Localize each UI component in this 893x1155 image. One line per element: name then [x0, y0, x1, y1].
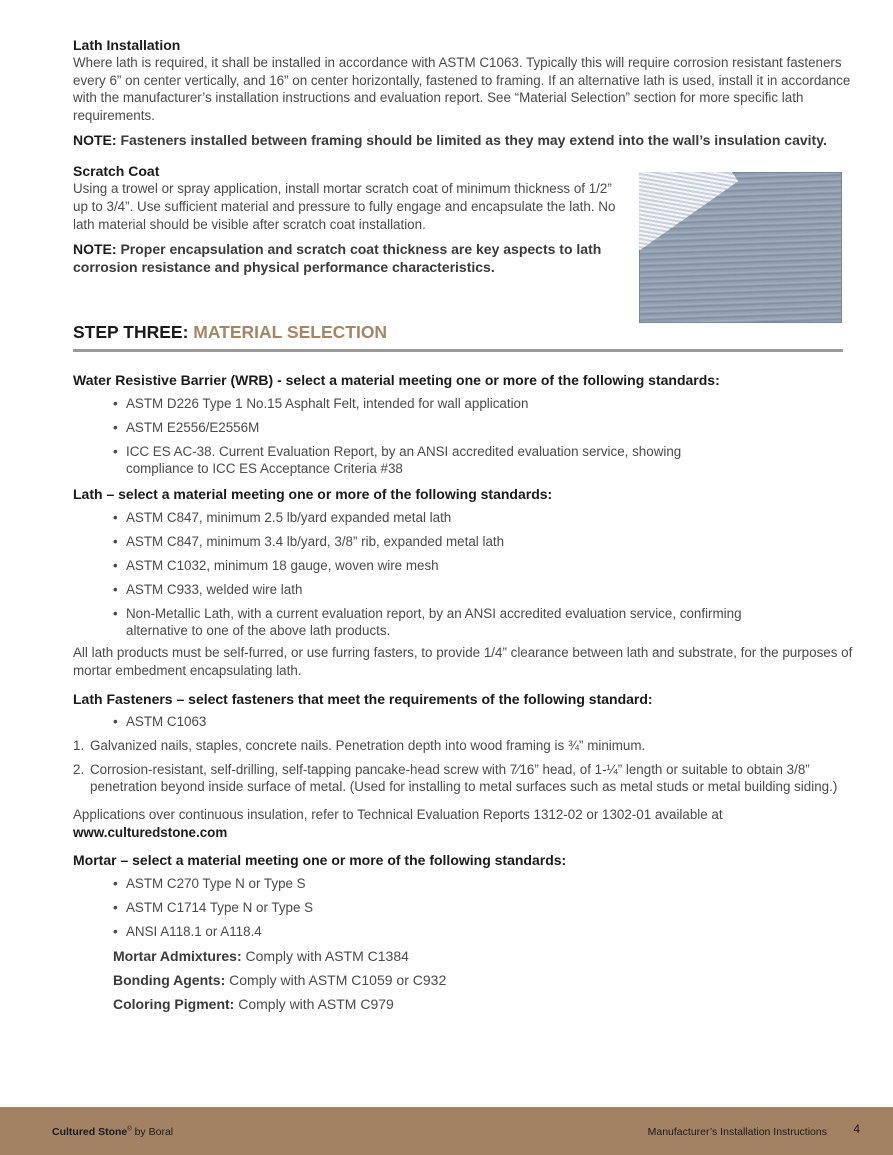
mortar-admixtures — [73, 947, 853, 965]
wrb-heading: Water Resistive Barrier (WRB) - select a material meeting one or more of the following standards: — [73, 372, 720, 388]
spec-label: Bonding Agents: — [113, 972, 226, 989]
footer-doc-title: Manufacturer’s Installation Instructions — [647, 1126, 827, 1138]
brand-by: by Boral — [134, 1126, 174, 1138]
brand-name: Cultured Stone — [52, 1126, 128, 1138]
applications-text: Applications over continuous insulation, refer to Technical Evaluation Reports 1312-02 or 1302-01 available at — [73, 806, 723, 822]
list-item: • Non-Metallic Lath, with a current evaluation report, by an ANSI accredited evaluation service, confirming alternative to one of the above lath products. — [113, 605, 773, 639]
list-item: • ASTM D226 Type 1 No.15 Asphalt Felt, intended for wall application — [113, 395, 703, 412]
list-text: Corrosion-resistant, self-drilling, self-tapping pancake-head screw with 7⁄16” head, of 1-¼” length or suitable to obtain 3/8” penetration beyond inside surface of metal. (Used for installing to metal surfaces such as metal studs or metal building siding.) — [90, 761, 838, 795]
list-item: • ASTM C1063 — [113, 713, 853, 730]
lath-footnote: All lath products must be self-furred, or use furring fasters, to provide 1/4” clearance between lath and substrate, for the purposes of mortar embedment encapsulating lath. — [73, 645, 853, 678]
list-item: • ASTM C933, welded wire lath — [113, 581, 773, 598]
lath-installation-note — [73, 131, 853, 149]
list-item: • ICC ES AC-38. Current Evaluation Report, by an ANSI accredited evaluation service, showing compliance to ICC ES Acceptance Criteria #38 — [113, 443, 703, 477]
note-label: NOTE: — [73, 132, 117, 149]
coloring-pigment — [73, 995, 853, 1013]
scratch-coat-section — [73, 162, 628, 276]
website-link[interactable]: www.culturedstone.com — [73, 824, 228, 840]
spec-value: Comply with ASTM C1384 — [245, 948, 409, 965]
fasteners-numbered-list — [73, 737, 853, 796]
lath-heading: Lath – select a material meeting one or more of the following standards: — [73, 486, 553, 502]
step-three-title — [73, 322, 843, 352]
mortar-heading: Mortar – select a material meeting one or more of the following standards: — [73, 852, 567, 869]
lath-installation-heading: Lath Installation — [73, 37, 181, 53]
lath-installation-body: Where lath is required, it shall be installed in accordance with ASTM C1063. Typically this will require corrosion resistant fasteners every 6” on center vertically, and 16” on center horizontally, fastened to framing. If an alternative lath is used, install it in accordance with the manufacturer’s installation instructions and evaluation report. See “Material Selection” section for more specific lath requirements. — [73, 55, 851, 123]
registered-mark: ® — [127, 1126, 132, 1133]
page-number: 4 — [853, 1122, 860, 1136]
step-three-prefix: STEP THREE: — [73, 322, 189, 342]
bonding-agents — [73, 971, 853, 989]
spec-label: Mortar Admixtures: — [113, 948, 242, 965]
lath-list — [73, 509, 773, 639]
spec-label: Coloring Pigment: — [113, 996, 235, 1013]
lath-mesh-graphic — [639, 172, 738, 250]
note-text: Fasteners installed between framing should be limited as they may extend into the wall’s insulation cavity. — [120, 132, 827, 149]
scratch-coat-photo — [639, 172, 842, 323]
list-item — [73, 761, 853, 796]
mortar-list — [73, 875, 853, 940]
list-text: Galvanized nails, staples, concrete nails. Penetration depth into wood framing is ¾” minimum. — [90, 738, 646, 754]
list-item: • ASTM C270 Type N or Type S — [113, 875, 853, 892]
fasteners-list — [73, 713, 853, 730]
step-three-label: MATERIAL SELECTION — [193, 322, 388, 342]
list-item: • ASTM C1714 Type N or Type S — [113, 899, 853, 916]
spec-value: Comply with ASTM C1059 or C932 — [229, 972, 447, 989]
material-selection — [73, 371, 853, 1019]
list-item: • ASTM C1032, minimum 18 gauge, woven wire mesh — [113, 557, 773, 574]
list-item: • ASTM E2556/E2556M — [113, 419, 703, 436]
scratch-coat-heading: Scratch Coat — [73, 163, 160, 180]
spec-value: Comply with ASTM C979 — [238, 996, 394, 1013]
scratch-coat-note — [73, 240, 628, 276]
fasteners-heading: Lath Fasteners – select fasteners that meet the requirements of the following standard: — [73, 691, 653, 708]
note-label: NOTE: — [73, 241, 117, 258]
wrb-list — [73, 395, 703, 477]
page-footer — [0, 1107, 893, 1155]
note-text: Proper encapsulation and scratch coat thickness are key aspects to lath corrosion resistance and physical performance characteristics. — [73, 241, 602, 276]
list-number: 1. — [73, 738, 85, 754]
list-item — [73, 737, 853, 755]
scratch-coat-body: Using a trowel or spray application, install mortar scratch coat of minimum thickness of 1/2” up to 3/4”. Use sufficient material and pressure to fully engage and encapsulate the lath. No lath material should be visible after scratch coat installation. — [73, 181, 616, 232]
list-item: • ANSI A118.1 or A118.4 — [113, 923, 853, 940]
applications-note — [73, 806, 853, 841]
list-item: • ASTM C847, minimum 2.5 lb/yard expanded metal lath — [113, 509, 773, 526]
list-number: 2. — [73, 761, 85, 777]
list-item: • ASTM C847, minimum 3.4 lb/yard, 3/8” rib, expanded metal lath — [113, 533, 773, 550]
footer-brand — [52, 1126, 173, 1138]
